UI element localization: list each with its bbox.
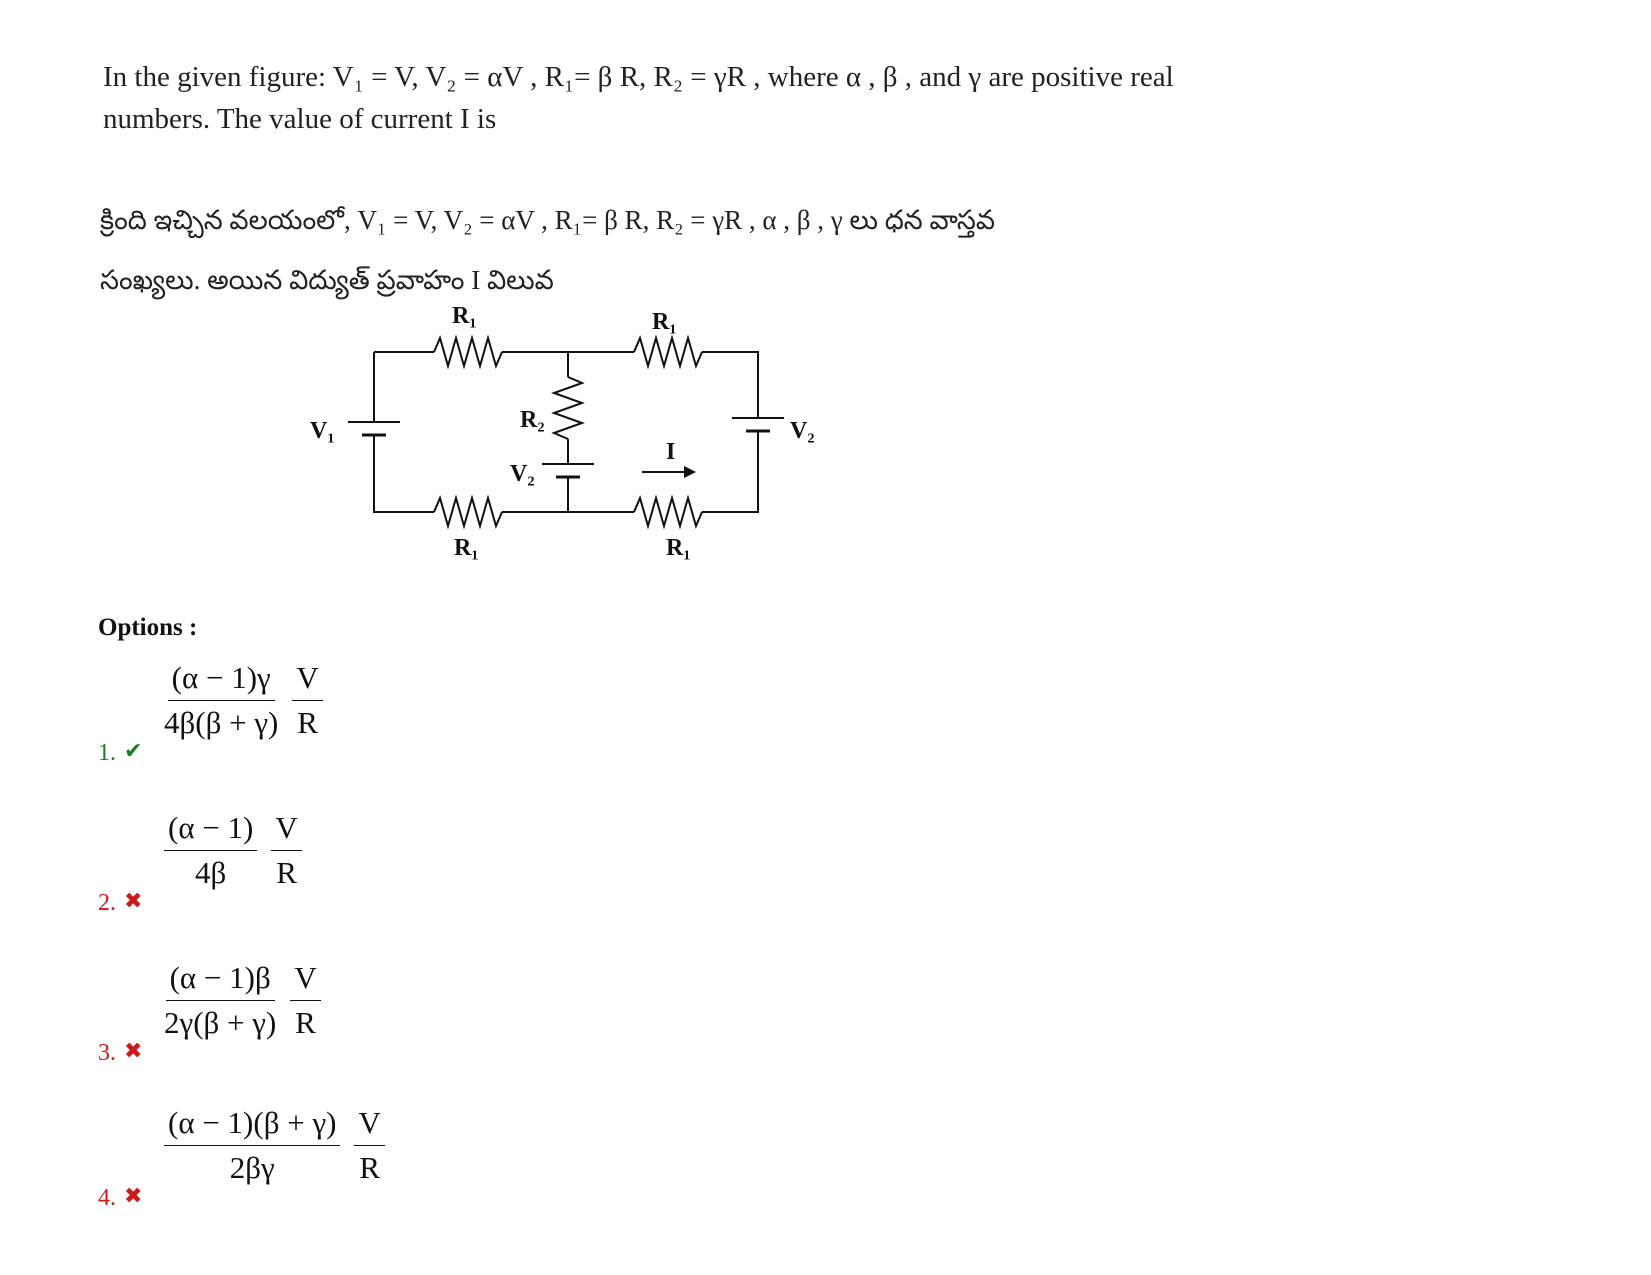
cross-icon: ✖	[124, 888, 143, 913]
option-number: 1.	[98, 740, 116, 766]
label-r1-top-right: R₁	[652, 309, 677, 335]
option-formula	[164, 1105, 399, 1186]
denominator: 4β	[195, 855, 227, 890]
cross-icon: ✖	[124, 1038, 143, 1063]
fraction-v-over-r	[292, 660, 322, 741]
label-current: I	[666, 439, 676, 465]
numerator: V	[290, 960, 320, 1001]
resistor-r1-bottom-left	[434, 498, 502, 526]
check-icon: ✔	[124, 738, 143, 763]
label-r1-bottom-left: R₁	[454, 535, 479, 561]
numerator: V	[292, 660, 322, 701]
current-arrow-head	[684, 466, 696, 478]
label-v2-right: V₂	[790, 418, 815, 444]
numerator: (α − 1)	[164, 810, 257, 851]
denominator: 2γ(β + γ)	[164, 1005, 277, 1040]
numerator: V	[271, 810, 301, 851]
question-text-telugu	[100, 190, 1210, 310]
resistor-r2-middle	[554, 377, 582, 439]
resistor-r1-top-right	[634, 338, 702, 366]
fraction-main	[164, 660, 278, 741]
resistor-r1-top-left	[434, 338, 502, 366]
label-r1-top-left: R₁	[452, 305, 477, 329]
denominator: R	[295, 1005, 316, 1040]
left-wire-bottom	[374, 435, 434, 512]
denominator: R	[297, 705, 318, 740]
fraction-v-over-r	[271, 810, 301, 891]
numerator: (α − 1)(β + γ)	[164, 1105, 340, 1146]
option-number: 3.	[98, 1040, 116, 1066]
label-r2-middle: R₂	[520, 407, 545, 433]
numerator: (α − 1)β	[166, 960, 275, 1001]
denominator: 4β(β + γ)	[164, 705, 279, 740]
fraction-v-over-r	[354, 1105, 384, 1186]
telugu-line-2: సంఖ్యలు. అయిన విద్యుత్ ప్రవాహం I విలువ	[100, 265, 554, 295]
question-text-english: In the given figure: V₁ = V, V₂ = αV , R₁= β R, R₂ = γR , where α , β , and γ are positive real numbers. The value of current I is	[103, 61, 1174, 135]
label-v2-middle: V₂	[510, 461, 535, 487]
top-right-wire	[702, 352, 758, 418]
denominator: R	[359, 1150, 381, 1185]
label-r1-bottom-right: R₁	[666, 535, 691, 561]
option-formula	[164, 810, 316, 891]
options-title: Options :	[98, 614, 198, 641]
denominator: R	[276, 855, 297, 890]
option-formula	[164, 960, 335, 1041]
option-number: 2.	[98, 890, 116, 916]
cross-icon: ✖	[124, 1183, 143, 1208]
telugu-line-1: క్రింది ఇచ్చిన వలయంలో, V₁ = V, V₂ = αV , R₁= β R, R₂ = γR , α , β , γ లు ధన వాస్తవ	[100, 205, 996, 235]
label-v1-left: V₁	[310, 418, 335, 444]
circuit-diagram	[300, 305, 860, 575]
right-wire-bottom	[702, 431, 758, 512]
fraction-main	[164, 1105, 340, 1186]
denominator: 2βγ	[229, 1150, 275, 1185]
fraction-main	[164, 810, 257, 891]
option-formula	[164, 660, 337, 741]
numerator: (α − 1)γ	[168, 660, 275, 701]
fraction-main	[164, 960, 276, 1041]
numerator: V	[354, 1105, 384, 1146]
resistor-r1-bottom-right	[634, 498, 702, 526]
option-number: 4.	[98, 1185, 116, 1211]
fraction-v-over-r	[290, 960, 320, 1041]
